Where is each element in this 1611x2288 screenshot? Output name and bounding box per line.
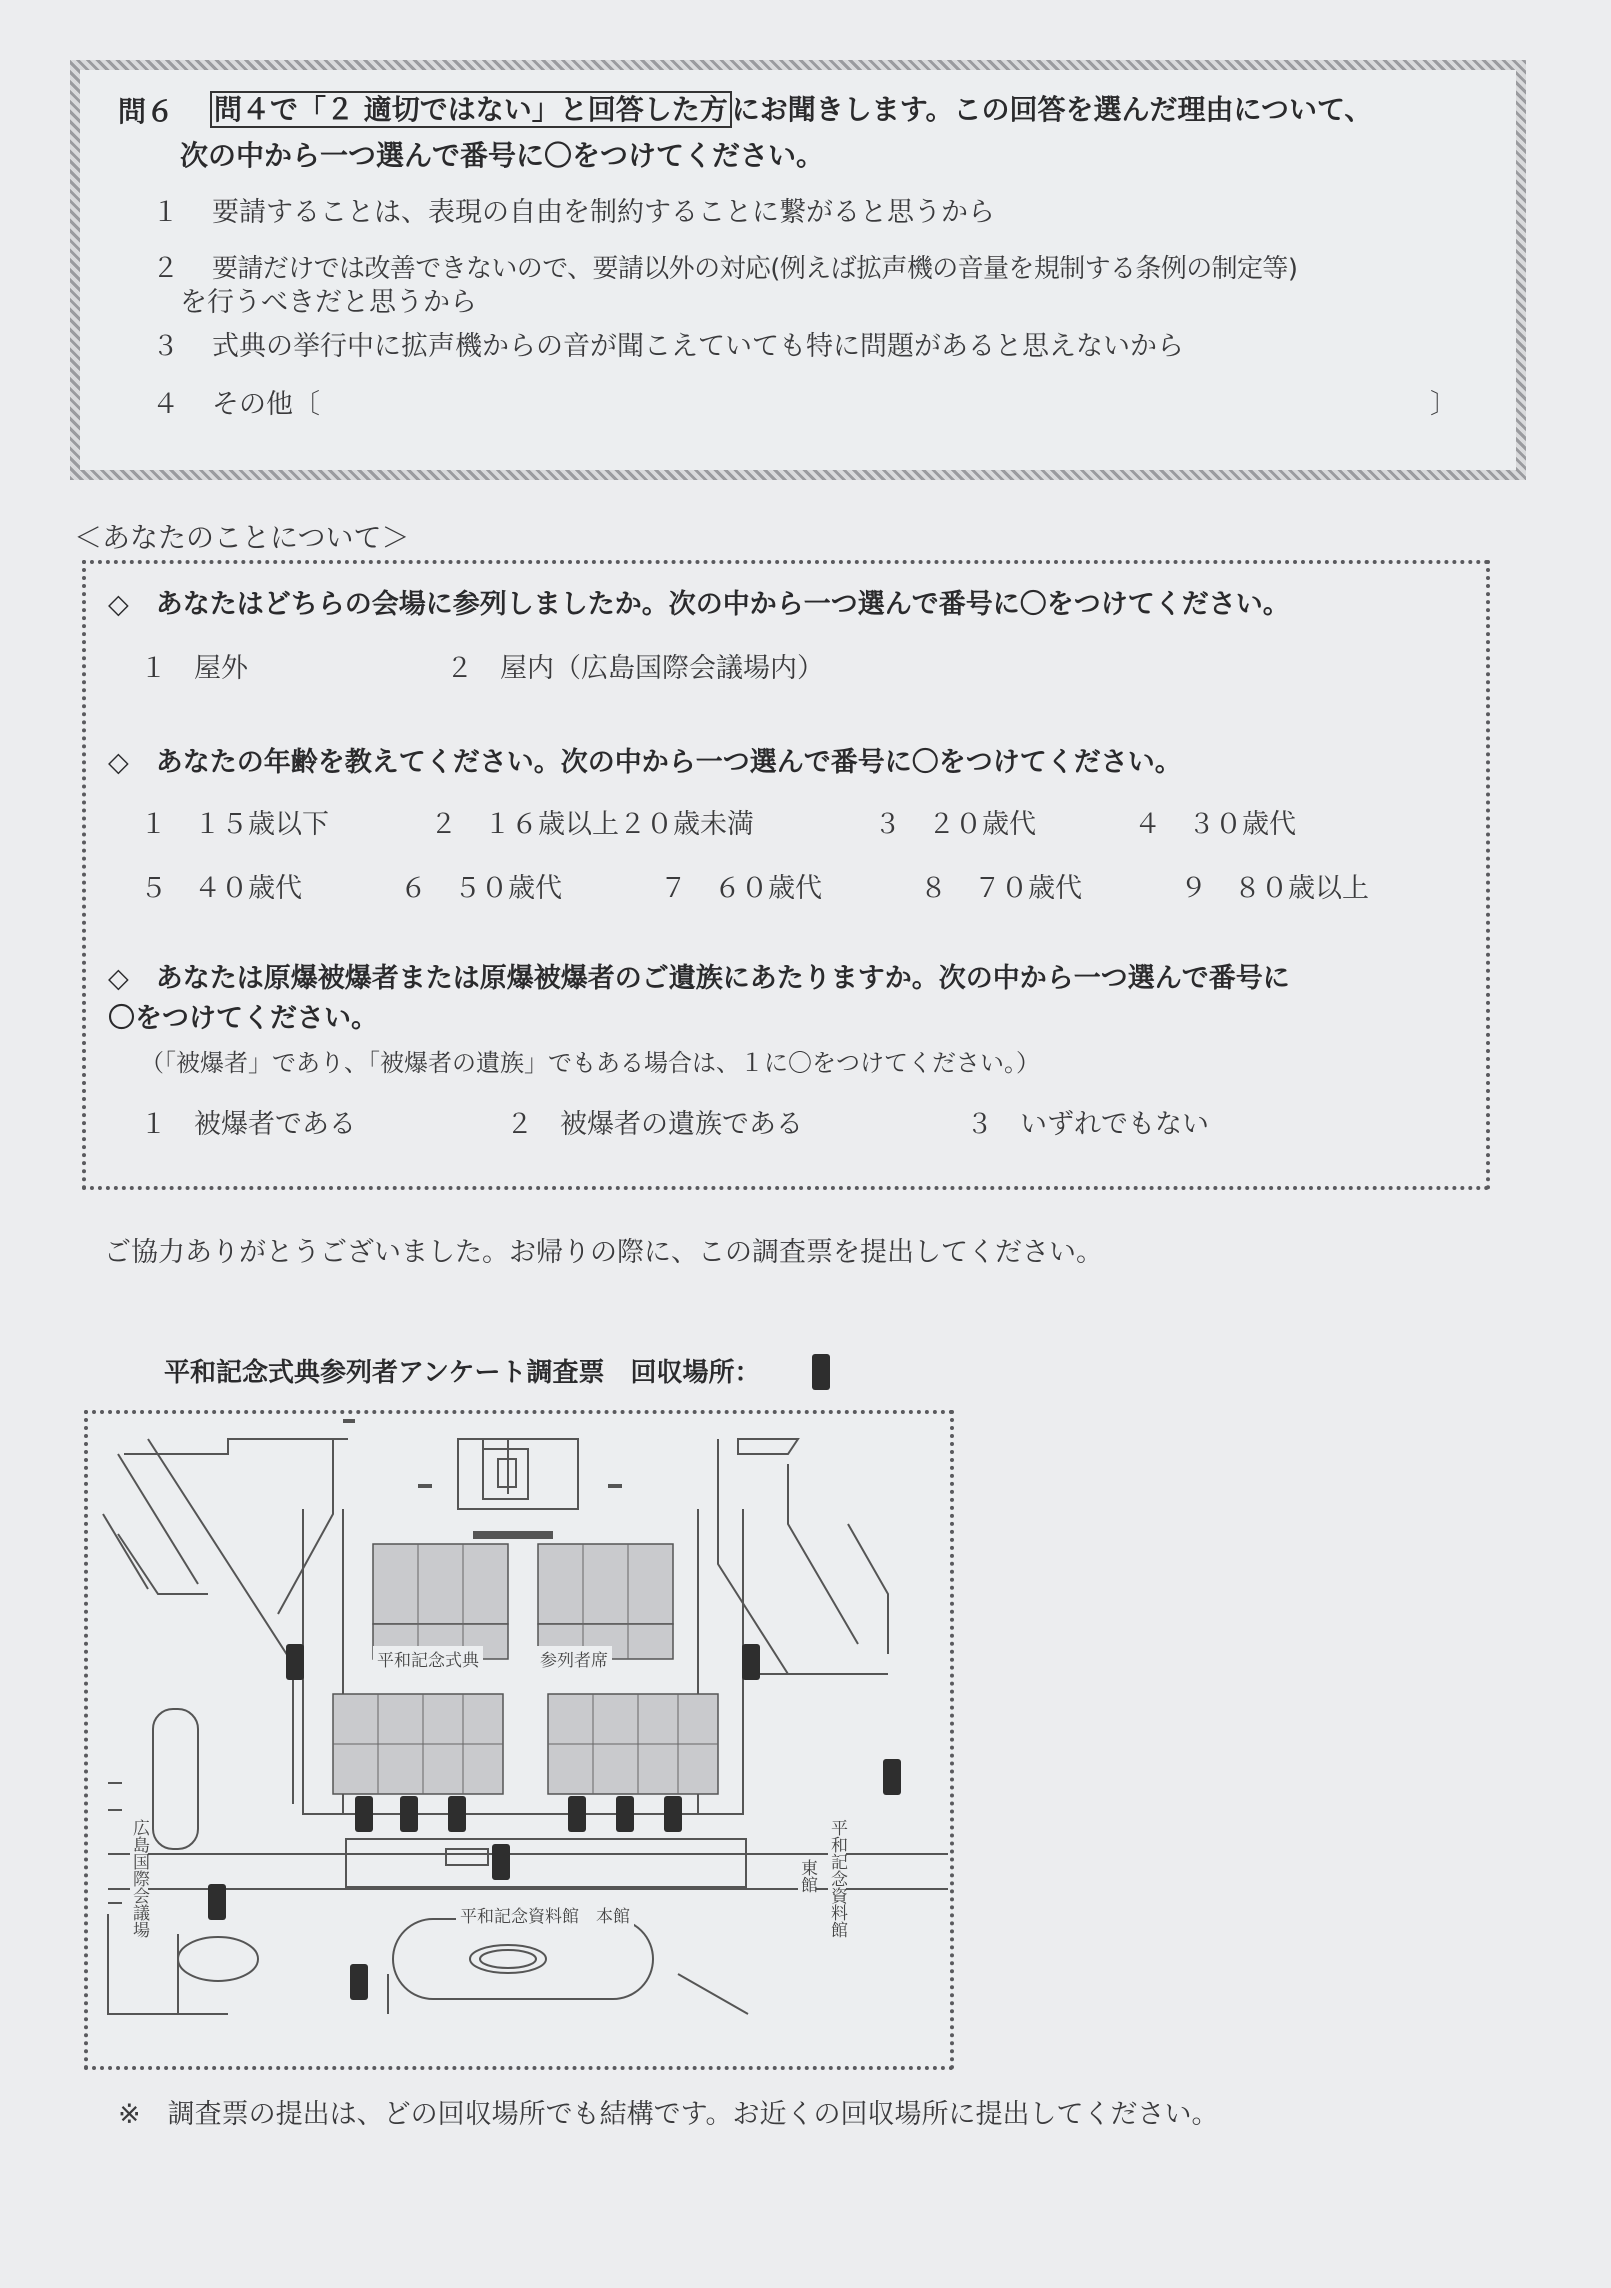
venue-question: ◇ あなたはどちらの会場に参列しましたか。次の中から一つ選んで番号に〇をつけてください。 bbox=[108, 589, 1290, 620]
collection-map-box bbox=[84, 1410, 954, 2070]
thanks-message: ご協力ありがとうございました。お帰りの際に、この調査票を提出してください。 bbox=[104, 1237, 1103, 1268]
hibakusha-question-line1: ◇ あなたは原爆被爆者または原爆被爆者のご遺族にあたりますか。次の中から一つ選んで番号に bbox=[108, 963, 1290, 994]
map-label-conference-hall: 広島国際会議場 bbox=[129, 1819, 149, 1938]
age-option-3[interactable]: ３ ２０歳代 bbox=[874, 809, 1036, 840]
age-question: ◇ あなたの年齢を教えてください。次の中から一つ選んで番号に〇をつけてください。 bbox=[108, 747, 1182, 778]
age-option-8[interactable]: ８ ７０歳代 bbox=[920, 873, 1082, 904]
q6-option-3-num[interactable]: ３ bbox=[152, 331, 179, 362]
age-option-5[interactable]: ５ ４０歳代 bbox=[140, 873, 302, 904]
age-option-6[interactable]: ６ ５０歳代 bbox=[400, 873, 562, 904]
map-label-ceremony: 平和記念式典 bbox=[373, 1646, 483, 1671]
venue-option-2[interactable]: ２ 屋内（広島国際会議場内） bbox=[446, 653, 824, 684]
q6-question-line1 bbox=[210, 92, 1372, 128]
q6-option-2-num[interactable]: ２ bbox=[152, 253, 179, 284]
age-option-9[interactable]: ９ ８０歳以上 bbox=[1180, 873, 1369, 904]
q6-option-4-num[interactable]: ４ bbox=[152, 389, 179, 420]
q6-option-3-text: 式典の挙行中に拡声機からの音が聞こえていても特に問題があると思えないから bbox=[212, 331, 1184, 362]
age-option-2[interactable]: ２ １６歳以上２０歳未満 bbox=[430, 809, 754, 840]
map-label-seats: 参列者席 bbox=[536, 1646, 612, 1671]
about-heading: ＜あなたのことについて＞ bbox=[74, 521, 410, 554]
map-title: 平和記念式典参列者アンケート調査票 回収場所： bbox=[164, 1358, 761, 1388]
q6-option-1-text: 要請することは、表現の自由を制約することに繋がると思うから bbox=[212, 197, 995, 228]
map-label-east-building: 東館 bbox=[797, 1859, 817, 1893]
hibakusha-note: （「被爆者」であり、「被爆者の遺族」でもある場合は、１に〇をつけてください。） bbox=[140, 1049, 1040, 1077]
footnote: ※ 調査票の提出は、どの回収場所でも結構です。お近くの回収場所に提出してください。 bbox=[118, 2099, 1219, 2130]
q6-option-4-text: その他〔 bbox=[212, 389, 320, 420]
q6-boxed-condition: 問４で「２ 適切ではない」と回答した方 bbox=[210, 91, 732, 128]
hibakusha-option-3[interactable]: ３ いずれでもない bbox=[966, 1109, 1209, 1140]
q6-option-4-close: 〕 bbox=[1430, 389, 1457, 420]
collection-map-diagram bbox=[88, 1414, 950, 2066]
q6-option-2-text: 要請だけでは改善できないので、要請以外の対応(例えば拡声機の音量を規制する条例の制定等) bbox=[212, 254, 1298, 284]
hibakusha-question-line2: 〇をつけてください。 bbox=[108, 1003, 378, 1034]
collection-point-redacted bbox=[812, 1354, 830, 1390]
age-option-1[interactable]: １ １５歳以下 bbox=[140, 809, 329, 840]
hibakusha-option-1[interactable]: １ 被爆者である bbox=[140, 1109, 356, 1140]
map-label-museum-main: 平和記念資料館 本館 bbox=[456, 1902, 634, 1927]
q6-number: 問６ bbox=[118, 95, 175, 128]
hibakusha-option-2[interactable]: ２ 被爆者の遺族である bbox=[506, 1109, 803, 1140]
age-option-7[interactable]: ７ ６０歳代 bbox=[660, 873, 822, 904]
q6-question-rest: にお聞きします。この回答を選んだ理由について、 bbox=[731, 93, 1373, 126]
map-label-museum-vertical: 平和記念資料館 bbox=[827, 1819, 847, 1938]
q6-option-2-text-cont: を行うべきだと思うから bbox=[180, 287, 477, 318]
venue-option-1[interactable]: １ 屋外 bbox=[140, 653, 248, 684]
q6-option-1-num[interactable]: １ bbox=[152, 197, 179, 228]
q6-question-line2: 次の中から一つ選んで番号に〇をつけてください。 bbox=[180, 139, 825, 172]
age-option-4[interactable]: ４ ３０歳代 bbox=[1134, 809, 1296, 840]
